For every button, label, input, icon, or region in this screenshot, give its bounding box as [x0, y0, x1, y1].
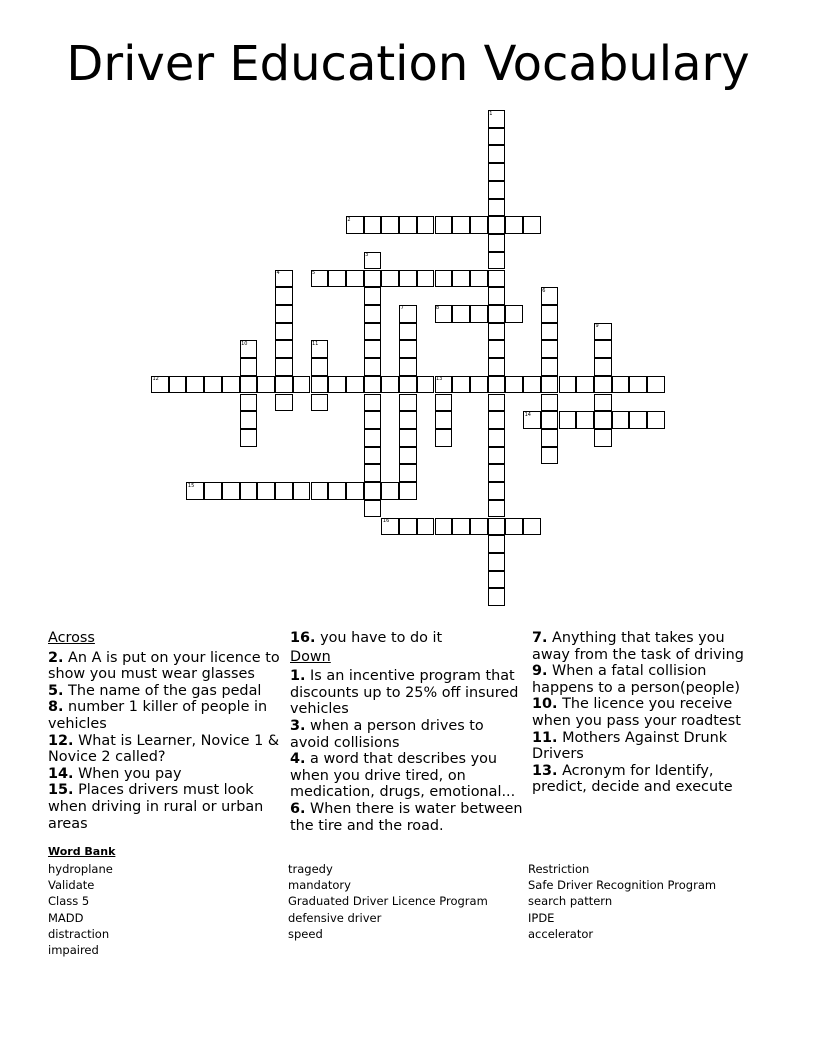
word-bank-column-2	[288, 861, 488, 942]
grid-cell[interactable]	[240, 376, 258, 394]
clue-number: 15.	[48, 782, 74, 799]
grid-cell[interactable]	[346, 270, 364, 288]
grid-cell[interactable]	[647, 411, 665, 429]
grid-cell[interactable]	[293, 376, 311, 394]
grid-cell[interactable]	[435, 429, 453, 447]
down-clue	[532, 696, 757, 729]
grid-cell[interactable]	[488, 429, 506, 447]
grid-number: 4	[276, 270, 280, 276]
clue-number: 6.	[290, 800, 306, 817]
grid-cell[interactable]	[541, 411, 559, 429]
grid-cell[interactable]	[435, 518, 453, 536]
grid-cell[interactable]	[488, 482, 506, 500]
grid-cell[interactable]	[488, 128, 506, 146]
clue-text: The licence you receive when you pass your roadtest	[532, 696, 741, 729]
clue-text: Acronym for Identify, predict, decide and execute	[532, 762, 733, 796]
grid-cell[interactable]	[470, 216, 488, 234]
grid-cell[interactable]	[399, 394, 417, 412]
grid-cell[interactable]	[452, 270, 470, 288]
grid-cell[interactable]	[364, 216, 382, 234]
clue-text: you have to do it	[315, 630, 443, 646]
grid-cell[interactable]	[222, 376, 240, 394]
word-bank-item: speed	[288, 926, 323, 941]
grid-cell[interactable]	[399, 411, 417, 429]
grid-number: 12	[152, 376, 159, 383]
word-bank-item: IPDE	[528, 910, 555, 925]
grid-cell[interactable]	[488, 340, 506, 358]
grid-cell[interactable]	[399, 482, 417, 500]
clues-column-3	[532, 630, 757, 796]
grid-cell[interactable]	[364, 447, 382, 465]
grid-cell[interactable]	[594, 411, 612, 429]
grid-number: 5	[312, 270, 316, 276]
grid-cell[interactable]	[364, 482, 382, 500]
grid-cell[interactable]	[293, 482, 311, 500]
grid-cell[interactable]	[488, 145, 506, 163]
grid-number: 8	[436, 305, 440, 312]
grid-cell[interactable]	[576, 376, 594, 394]
grid-cell[interactable]	[275, 287, 293, 305]
grid-cell[interactable]	[364, 323, 382, 341]
grid-cell[interactable]	[488, 518, 506, 536]
down-heading: Down	[290, 648, 331, 665]
down-clue	[532, 763, 757, 796]
word-bank-item: Graduated Driver Licence Program	[288, 894, 488, 909]
word-bank-item: Class 5	[48, 894, 90, 909]
grid-cell[interactable]	[488, 376, 506, 394]
grid-cell[interactable]	[364, 270, 382, 288]
grid-cell[interactable]	[576, 411, 594, 429]
clue-number: 12.	[48, 732, 74, 749]
grid-number: 13	[436, 376, 443, 383]
grid-cell[interactable]	[452, 518, 470, 536]
grid-number: 10	[241, 340, 248, 347]
grid-cell[interactable]	[240, 411, 258, 429]
word-bank-item: tragedy	[288, 862, 333, 876]
grid-cell[interactable]	[470, 270, 488, 288]
grid-cell[interactable]	[488, 252, 506, 270]
grid-cell[interactable]	[612, 376, 630, 394]
grid-cell[interactable]	[594, 376, 612, 394]
grid-cell[interactable]	[470, 518, 488, 536]
grid-cell[interactable]	[488, 163, 506, 181]
down-clue	[532, 730, 757, 763]
grid-cell[interactable]	[559, 376, 577, 394]
clue-text: Places drivers must look when driving in rural or urban areas	[48, 782, 264, 832]
clue-text: when a person drives to avoid collisions	[290, 717, 484, 751]
word-bank-item: defensive driver	[288, 910, 382, 925]
grid-cell[interactable]	[594, 340, 612, 358]
grid-cell[interactable]	[488, 181, 506, 199]
grid-cell[interactable]	[240, 394, 258, 412]
clue-number: 3.	[290, 717, 306, 734]
down-clue	[290, 751, 525, 801]
grid-cell[interactable]	[629, 411, 647, 429]
grid-number: 2	[347, 216, 351, 223]
grid-cell[interactable]	[399, 323, 417, 341]
grid-cell[interactable]	[435, 216, 453, 234]
grid-cell[interactable]	[275, 305, 293, 323]
grid-cell[interactable]	[346, 376, 364, 394]
grid-number: 1	[489, 110, 493, 117]
grid-cell[interactable]	[328, 482, 346, 500]
grid-cell[interactable]	[417, 216, 435, 234]
word-bank-item: impaired	[48, 943, 99, 958]
grid-cell[interactable]	[364, 340, 382, 358]
grid-cell[interactable]	[399, 358, 417, 376]
grid-cell[interactable]	[470, 376, 488, 394]
down-clue	[532, 630, 757, 663]
clue-number: 2.	[48, 649, 64, 666]
grid-cell[interactable]	[488, 234, 506, 252]
clue-text: What is Learner, Novice 1 & Novice 2 called?	[48, 732, 280, 766]
puzzle-title: Driver Education Vocabulary	[66, 36, 750, 92]
word-bank-item: search pattern	[528, 894, 613, 909]
grid-cell[interactable]	[470, 305, 488, 323]
clue-number: 1.	[290, 668, 306, 685]
clue-number: 7.	[532, 630, 548, 646]
word-bank-title: Word Bank	[48, 845, 116, 858]
grid-cell[interactable]	[452, 216, 470, 234]
grid-number: 11	[312, 340, 319, 347]
word-bank-column-3	[528, 861, 716, 942]
across-clue	[48, 650, 283, 683]
grid-cell[interactable]	[364, 411, 382, 429]
word-bank-item: MADD	[48, 910, 84, 925]
grid-cell[interactable]	[505, 376, 523, 394]
grid-cell[interactable]	[364, 464, 382, 482]
clue-number: 16.	[290, 630, 316, 646]
across-clue	[48, 782, 283, 832]
grid-cell[interactable]	[505, 518, 523, 536]
grid-cell[interactable]	[257, 482, 275, 500]
clue-text: a word that describes you when you drive tired, on medication, drugs, emotional...	[290, 751, 516, 801]
grid-cell[interactable]	[399, 429, 417, 447]
grid-cell[interactable]	[523, 518, 541, 536]
grid-cell[interactable]	[452, 305, 470, 323]
grid-cell[interactable]	[364, 500, 382, 518]
grid-cell[interactable]	[364, 305, 382, 323]
grid-cell[interactable]	[275, 340, 293, 358]
grid-cell[interactable]	[559, 411, 577, 429]
clue-number: 5.	[48, 682, 64, 699]
clue-number: 8.	[48, 699, 64, 716]
grid-cell[interactable]	[381, 270, 399, 288]
grid-cell[interactable]	[399, 518, 417, 536]
grid-cell[interactable]	[541, 376, 559, 394]
grid-number: 14	[524, 411, 531, 418]
grid-cell[interactable]	[488, 464, 506, 482]
grid-cell[interactable]	[488, 270, 506, 288]
grid-cell[interactable]	[488, 394, 506, 412]
grid-cell[interactable]	[381, 482, 399, 500]
grid-cell[interactable]	[399, 216, 417, 234]
grid-cell[interactable]	[417, 270, 435, 288]
word-bank-item: accelerator	[528, 926, 594, 941]
grid-cell[interactable]	[488, 588, 506, 606]
across-clue	[48, 766, 283, 783]
grid-cell[interactable]	[541, 429, 559, 447]
grid-cell[interactable]	[381, 376, 399, 394]
grid-cell[interactable]	[364, 358, 382, 376]
grid-cell[interactable]	[541, 447, 559, 465]
grid-cell[interactable]	[541, 323, 559, 341]
grid-cell[interactable]	[364, 429, 382, 447]
grid-cell[interactable]	[594, 358, 612, 376]
grid-cell[interactable]	[541, 305, 559, 323]
grid-cell[interactable]	[488, 305, 506, 323]
grid-cell[interactable]	[594, 429, 612, 447]
clue-number: 9.	[532, 663, 548, 680]
grid-number: 6	[542, 287, 546, 294]
grid-cell[interactable]	[311, 394, 329, 412]
word-bank-item: distraction	[48, 926, 110, 941]
grid-cell[interactable]	[523, 376, 541, 394]
grid-cell[interactable]	[488, 199, 506, 217]
grid-number: 9	[595, 323, 599, 330]
clue-text: An A is put on your licence to show you must wear glasses	[48, 649, 280, 683]
grid-cell[interactable]	[275, 358, 293, 376]
grid-cell[interactable]	[399, 270, 417, 288]
grid-cell[interactable]	[275, 323, 293, 341]
across-clue	[48, 683, 283, 700]
grid-cell[interactable]	[240, 429, 258, 447]
grid-cell[interactable]	[399, 464, 417, 482]
grid-cell[interactable]	[629, 376, 647, 394]
grid-cell[interactable]	[488, 535, 506, 553]
word-bank-item: Safe Driver Recognition Program	[528, 878, 717, 893]
grid-cell[interactable]	[364, 394, 382, 412]
clue-text: Is an incentive program that discounts up to 25% off insured vehicles	[290, 668, 519, 718]
grid-number: 16	[382, 518, 390, 525]
grid-cell[interactable]	[488, 323, 506, 341]
grid-cell[interactable]	[612, 411, 630, 429]
clues-column-1	[48, 630, 283, 832]
grid-cell[interactable]	[399, 447, 417, 465]
grid-number: 15	[187, 482, 195, 489]
grid-cell[interactable]	[417, 376, 435, 394]
across-clue	[48, 733, 283, 766]
clues-column-2	[290, 630, 525, 834]
across-clue	[290, 630, 525, 647]
grid-cell[interactable]	[275, 482, 293, 500]
grid-cell[interactable]	[523, 216, 541, 234]
clue-text: When there is water between the tire and the road.	[290, 800, 523, 834]
across-clue	[48, 699, 283, 732]
down-clue	[290, 718, 525, 751]
grid-cell[interactable]	[399, 376, 417, 394]
grid-cell[interactable]	[399, 340, 417, 358]
grid-cell[interactable]	[346, 482, 364, 500]
clue-number: 4.	[290, 751, 306, 768]
clue-text: The name of the gas pedal	[63, 682, 262, 699]
grid-cell[interactable]	[186, 376, 204, 394]
grid-cell[interactable]	[541, 340, 559, 358]
grid-cell[interactable]	[541, 394, 559, 412]
clue-number: 11.	[532, 729, 558, 746]
grid-cell[interactable]	[488, 216, 506, 234]
grid-cell[interactable]	[275, 376, 293, 394]
clue-text: number 1 killer of people in vehicles	[48, 699, 268, 732]
word-bank-item: Restriction	[528, 862, 590, 876]
grid-cell[interactable]	[488, 500, 506, 518]
grid-cell[interactable]	[311, 358, 329, 376]
grid-cell[interactable]	[204, 482, 222, 500]
grid-cell[interactable]	[240, 358, 258, 376]
across-heading: Across	[48, 630, 95, 646]
grid-cell[interactable]	[488, 411, 506, 429]
word-bank-item: Validate	[48, 878, 95, 893]
word-bank-item: mandatory	[288, 878, 351, 893]
grid-number: 3	[365, 252, 369, 259]
grid-cell[interactable]	[505, 216, 523, 234]
down-clue	[290, 801, 525, 834]
clue-text: Mothers Against Drunk Drivers	[532, 729, 728, 763]
grid-cell[interactable]	[328, 376, 346, 394]
grid-cell[interactable]	[275, 394, 293, 412]
clue-number: 14.	[48, 765, 74, 782]
grid-cell[interactable]	[169, 376, 187, 394]
grid-cell[interactable]	[364, 376, 382, 394]
grid-cell[interactable]	[204, 376, 222, 394]
grid-cell[interactable]	[452, 376, 470, 394]
grid-cell[interactable]	[488, 447, 506, 465]
grid-cell[interactable]	[257, 376, 275, 394]
grid-cell[interactable]	[381, 216, 399, 234]
word-bank-item: hydroplane	[48, 862, 113, 876]
grid-cell[interactable]	[488, 358, 506, 376]
clue-number: 10.	[532, 696, 558, 713]
grid-cell[interactable]	[364, 287, 382, 305]
grid-cell[interactable]	[435, 270, 453, 288]
word-bank-column-1	[48, 861, 113, 958]
grid-cell[interactable]	[488, 287, 506, 305]
grid-cell[interactable]	[240, 482, 258, 500]
grid-cell[interactable]	[594, 394, 612, 412]
grid-cell[interactable]	[311, 482, 329, 500]
grid-cell[interactable]	[417, 518, 435, 536]
grid-cell[interactable]	[311, 376, 329, 394]
grid-number: 7	[400, 305, 404, 312]
grid-cell[interactable]	[505, 305, 523, 323]
grid-cell[interactable]	[647, 376, 665, 394]
grid-cell[interactable]	[435, 411, 453, 429]
grid-cell[interactable]	[328, 270, 346, 288]
clue-text: When a fatal collision happens to a person(people)	[532, 663, 741, 696]
down-clue	[290, 668, 525, 718]
grid-cell[interactable]	[488, 553, 506, 571]
grid-cell[interactable]	[541, 358, 559, 376]
grid-cell[interactable]	[488, 571, 506, 589]
clue-text: When you pay	[73, 765, 182, 782]
clue-text: Anything that takes you away from the task of driving	[532, 630, 744, 663]
grid-cell[interactable]	[435, 394, 453, 412]
clue-number: 13.	[532, 762, 558, 779]
grid-cell[interactable]	[222, 482, 240, 500]
down-clue	[532, 663, 757, 696]
